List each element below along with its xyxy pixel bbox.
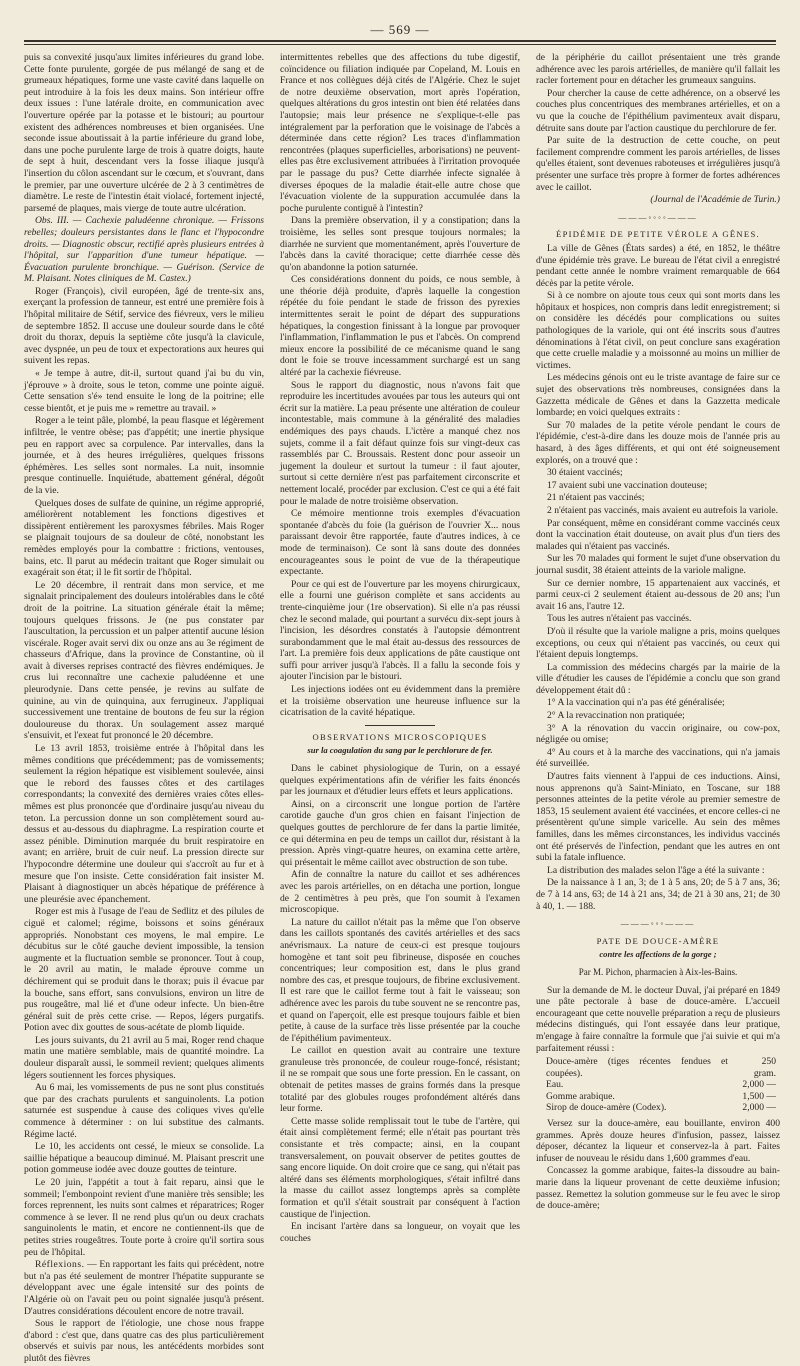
ornament-divider: ———◦◦◦——— <box>620 919 696 929</box>
paragraph: Cette masse solide remplissait tout le tube de l'artère, qui était ainsi complètement fermé; elle n'était pas pourtant très consistante et très compacte; ainsi, en la coupant transversalement, on pouvait observer de petites gouttes de sang encore liquide. On doit croire que ce sang, qui n'était pas altéré dans ses éléments morphologiques, s'était infiltré dans la masse du caillot assez longtemps après sa complète formation et qu'il s'était soustrait par conséquent à l'action caustique de l'injection. <box>280 1115 520 1220</box>
paragraph: Sur 70 malades de la petite vérole pendant le cours de l'épidémie, c'est-à-dire dans les douze mois de l'année pris au hasard, à des âges différents, et qui ont été soigneusement explorés, on a trouvé que : <box>536 419 780 466</box>
paragraph: Le 13 avril 1853, troisième entrée à l'hôpital dans les mêmes conditions que précédemment; pas de vomissements; seulement la région hépatique est visiblement soulevée, ainsi que le rebord des fausses côtes et des cartilages correspondants; la convexité des dernières vraies côtes elles-mêmes est plus prononcée que d'ordinaire jusqu'au niveau du teton. La percussion donne un son complètement sourd au-dessus et au-dessous du diaphragme. La respiration courte et assez pénible. Diminution marquée du bruit respiratoire en avant; en arrière, bruit de cuir neuf. La pression directe sur l'hypocondre détermine une douleur qui s'accroît au fur et à mesure que l'on insiste. Cette considération fait insister M. Plaisant à diagnostiquer un abcès hépatique de préférence à une pleurésie avec épanchement. <box>24 743 264 905</box>
paragraph: Versez sur la douce-amère, eau bouillante, environ 400 grammes. Après douze heures d'infusion, passez, laissez déposer, décantez la liqueur et conservez-la à part. Faites infuser de nouveau le résidu dans 1,600 grammes d'eau. <box>536 1118 780 1164</box>
paragraph: Dans la première observation, il y a constipation; dans la troisième, les selles sont presque toujours normales; la diarrhée ne survient que momentanément, après l'ouverture de l'abcès dans la cavité thoracique; cette diarrhée cesse dès qu'on abandonne la potion saturnée. <box>280 215 520 273</box>
paragraph: Sous le rapport du diagnostic, nous n'avons fait que reproduire les incertitudes avouées par tous les auteurs qui ont écrit sur la matière. La peau présente une altération de couleur incontestable, mais commune à la généralité des maladies endémiques des pays chauds. L'ictère a manqué chez nos sujets, comme il a fait défaut quinze fois sur vingt-deux cas rassemblés par C. Broussais. Restent donc pour asseoir un jugement la douleur et surtout la tumeur : il faut ajouter, surtout si cette dernière n'est pas parfaitement circonscrite et nettement localé, procéder par exclusion. C'est ce qui a été fait pour le malade de notre troisième observation. <box>280 379 520 507</box>
section-subtitle: sur la coagulation du sang par le perchlorure de fer. <box>307 745 493 756</box>
paragraph: La nature du caillot n'était pas la même que l'on observe dans les caillots spontanés des cavités artérielles et des sacs anévrismaux. La nature de ceux-ci est presque toujours homogène et tant soit peu fibrineuse, disposée en couches concentriques; leur composition est, dans le plus grand nombre des cas, et presque toujours, de fibrine exclusivement. Il est rare que le caillot ferme tout à fait le vaisseau; son adhérence avec les parois du tube souvent ne se rencontre pas, et quand on l'aperçoit, elle est presque toujours faible et bien petite, à cause de la surface très lisse présentée par la couche de l'épithélium pavimenteux. <box>280 916 520 1044</box>
header-rule <box>24 40 776 45</box>
column-3 <box>536 52 780 1366</box>
recipe-quantity: 250 gram. <box>753 1056 776 1079</box>
recipe-row <box>536 1079 780 1091</box>
paragraph: Pour chercher la cause de cette adhérence, on a observé les couches plus concentriques des membranes artérielles, et on a vu que la couche de l'épithélium pavimenteux avait disparu, détruite sans doute par l'action caustique du perchlorure de fer. <box>536 87 780 134</box>
recipe-row <box>536 1056 780 1079</box>
paragraph: Dans le cabinet physiologique de Turin, on a essayé quelques expérimentations afin de vérifier les faits énoncés par les journaux et d'étudier leurs effets et leurs applications. <box>280 763 520 798</box>
column-1 <box>24 52 264 1366</box>
paragraph: Roger est mis à l'usage de l'eau de Sedlitz et des pilules de ciguë et calomel; régime, boissons et soins généraux appropriés. Nonobstant ces moyens, le mal empire. Le décubitus sur le côté gauche devient impossible, la tension augmente et la fluctuation semble se prononcer. Tout à coup, le 20 avril au matin, le malade éprouve comme un déchirement qui se produit dans le thorax; puis il évacue par la bouche, sans effort, sans convulsions, environ un litre de pus rougeâtre, mal lié et d'une odeur infecte. Un bien-être général suit de près cette crise. — Repos, légers purgatifs. Potion avec dix gouttes de sous-acétate de plomb liquide. <box>24 906 264 1034</box>
recipe-quantity: 2,000 — <box>742 1079 776 1091</box>
paragraph: Sur ce dernier nombre, 15 appartenaient aux vaccinés, et parmi ceux-ci 2 seulement étaient au-dessous de 20 ans; l'un avait 16 ans, l'autre 12. <box>536 577 780 612</box>
recipe-ingredient: Douce-amère (tiges récentes fendues et coupées). <box>546 1056 728 1079</box>
paragraph: Le 20 juin, l'appétit a tout à fait reparu, ainsi que le sommeil; l'embonpoint revient d'une manière très sensible; les forces reprennent, les nuits sont calmes et réparatrices; Roger commence à se lever. Il ne rend plus qu'un ou deux crachats sanguinolents le matin, et encore ne contiennent-ils que de petites stries rougeâtres. Toute porte à croire qu'il sortira sous peu de l'hôpital. <box>24 1177 264 1258</box>
paragraph: Le 20 décembre, il rentrait dans mon service, et me signalait principalement des douleurs intolérables dans le côté droit de la poitrine. La situation générale était la même; toujours quelques frissons. Je (ne pus constater par l'auscultation, la percussion et un palper attentif aucune lésion viscérale. Roger avait servi dix ou onze ans au 3e régiment de chasseurs d'Afrique, dans la province de Constantine, où il avait à diverses reprises contracté des fièvres endémiques. Je crus lui reconnaître une cachexie paludéenne et une pleurodynie. Dans cette pensée, je revins au sulfate de quinine, au vin de quinquina, aux ferrugineux. J'appliquai successivement une trentaine de boutons de feu sur la région douloureuse du thorax. Un soulagement assez marqué s'ensuivit, et l'exeat fut prononcé le 20 décembre. <box>24 579 264 742</box>
list-item: 4° Au cours et à la marche des vaccinations, qui n'a jamais été surveillée. <box>536 746 780 770</box>
list-item: 17 avaient subi une vaccination douteuse; <box>547 479 708 491</box>
section-title: ÉPIDÉMIE DE PETITE VÉROLE A GÊNES. <box>556 229 760 240</box>
column-2 <box>280 52 520 1366</box>
page-number: — 569 — <box>370 22 430 37</box>
paragraph: Tous les autres n'étaient pas vaccinés. <box>547 613 692 625</box>
paragraph: Roger (François), civil européen, âgé de trente-six ans, exerçant la profession de tanneur, est entré une première fois à l'hôpital militaire de Sétif, service des fiévreux, vers le milieu de septembre 1852. Il accuse une douleur sourde dans le côté droit du thorax, depuis la septième côte jusqu'à la clavicule, avec dyspnée, un peu de toux et expectorations aux heures qui suivent les repas. <box>24 285 264 367</box>
paragraph: La distribution des malades selon l'âge a été la suivante : <box>547 864 765 876</box>
paragraph: de la périphérie du caillot présentaient une très grande adhérence avec les parois artérielles, de manière qu'il fallait les racler fortement pour en détacher les grumeaux sanguins. <box>536 52 780 87</box>
reflexions-label: Réflexions. <box>35 1259 85 1271</box>
section-subtitle: contre les affections de la gorge ; <box>599 949 717 960</box>
section-title: OBSERVATIONS MICROSCOPIQUES <box>312 731 488 742</box>
paragraph: Au 6 mai, les vomissements de pus ne sont plus constitués que par des crachats purulents et sanguinolents. La potion saturnée est suspendue à cause des coliques vives qu'elle commence à déterminer : on lui substitue des calmants. Régime lacté. <box>24 1082 264 1140</box>
recipe-row <box>536 1091 780 1103</box>
list-item: 21 n'étaient pas vaccinés; <box>547 492 645 504</box>
list-item: 2 n'étaient pas vaccinés, mais avaient eu autrefois la variole. <box>547 504 779 516</box>
paragraph: D'autres faits viennent à l'appui de ces inductions. Ainsi, nous apprenons qu'à Saint-Miniato, en Toscane, sur 188 personnes atteintes de la petite vérole au premier semestre de 1853, 15 seulement avaient été vaccinées, et encore celles-ci ne présentèrent qu'une simple varicelle. Au sein des mêmes familles, dans les mêmes circonstances, les individus vaccinés ont été préservés de l'infection, pendant que les autres en ont subi la fatale influence. <box>536 771 780 864</box>
paragraph: De la naissance à 1 an, 3; de 1 à 5 ans, 20; de 5 à 7 ans, 36; de 7 à 14 ans, 63; de 14 à 21 ans, 34; de 21 à 30 ans, 21; de 30 à 40, 1. — 188. <box>536 877 780 912</box>
paragraph: En incisant l'artère dans sa longueur, on voyait que les couches <box>280 1221 520 1244</box>
paragraph: Sous le rapport de l'étiologie, une chose nous frappe d'abord : c'est que, dans quatre cas des plus particulièrement observés et suivis par nous, les antécédents morbides sont plutôt des fièvres <box>24 1318 264 1364</box>
paragraph: Ces considérations donnent du poids, ce nous semble, à une théorie déjà produite, d'après laquelle la congestion répétée du foie pendant le stade de frisson des pyrexies intermittentes serait le point de départ des suppurations hépatiques, la congestion finissant à la longue par provoquer l'inflammation, l'inflammation le pus et l'abcès. On comprend mieux encore la possibilité de ce mécanisme quand le sang dont le foie se trouve incessamment surchargé est un sang altéré par la cachexie fiévreuse. <box>280 274 520 379</box>
paragraph: Le caillot en question avait au contraire une texture granuleuse très prononcée, de couleur rouge-foncé, résistant; il ne se rompait que sous une forte pression. En le cassant, on obtenait de petites masses de grains formés dans la presque totalité par des globules rouges profondément altérés dans leur forme. <box>280 1045 520 1115</box>
paragraph: Les médecins génois ont eu le triste avantage de faire sur ce sujet des observations très nombreuses, consignées dans la Gazzetta médicale de Gênes et dans la Gazzetta medicale lombarde; en voici quelques extraits : <box>536 372 780 419</box>
ornament-divider: ———◦◦◦◦——— <box>618 212 698 222</box>
paragraph: Si à ce nombre on ajoute tous ceux qui sont morts dans les hôpitaux et hospices, non compris dans ledit enregistrement; si on considère les décédés pour complications ou suites pathologiques de la variole, qui ont été inscrits sous d'autres dénominations à l'état civil, on peut conclure sans exagération que cette cruelle maladie y a moissonné au moins un millier de victimes. <box>536 290 780 371</box>
section-title: PATE DE DOUCE-AMÈRE <box>596 935 720 946</box>
paragraph: Quelques doses de sulfate de quinine, un régime approprié, améliorèrent notablement les fonctions digestives et dissipèrent entièrement les paroxysmes fébriles. Mais Roger se plaignait toujours de sa douleur de côté, nonobstant les remèdes employés pour la combattre : frictions, ventouses, bains, etc. Il parut au médecin traitant que Roger simulait ou exagérait son état; il le fit sortir de l'hôpital. <box>24 497 264 579</box>
paragraph: Par suite de la destruction de cette couche, on peut facilement comprendre comment les parois artérielles, de lisses qu'elles étaient, sont devenues raboteuses et irrégulières jusqu'à présenter une surface très propre à former de fortes adhérences avec le caillot. <box>536 135 780 193</box>
paragraph: Pour ce qui est de l'ouverture par les moyens chirurgicaux, elle a fourni une guérison complète et sans accidents au trente-cinquième jour (1re observation). Si elle n'a pas réussi chez le second malade, qui pourtant a survécu dix-sept jours à l'incision, les désordres constatés à l'autopsie démontrent surabondamment que le mal était au-dessus des ressources de l'art. La première fois deux applications de pâte caustique ont suffi pour arriver jusqu'à l'abcès. Il a fallu la seconde fois y ajouter l'incision par le bistouri. <box>280 578 520 683</box>
recipe-row <box>536 1102 780 1114</box>
paragraph: Par conséquent, même en considérant comme vaccinés ceux dont la vaccination était douteuse, on avait plus d'un tiers des malades qui n'étaient pas vaccinés. <box>536 517 780 552</box>
list-item: 3° A la rénovation du vaccin originaire, ou cow-pox, négligée ou omise; <box>536 722 780 746</box>
recipe-quantity: 2,000 — <box>742 1102 776 1114</box>
text-columns <box>24 52 780 1364</box>
source-citation: (Journal de l'Académie de Turin.) <box>650 194 780 206</box>
recipe-table <box>536 1056 780 1114</box>
paragraph: « Je tempe à autre, dit-il, surtout quand j'ai bu du vin, j'éprouve » à droite, sous le teton, comme une pointe aiguë. Cette sensation s'é» tend ensuite le long de la poitrine; elle cesse bientôt, et je puis me » remettre au travail. » <box>24 368 264 414</box>
paragraph: Ainsi, on a circonscrit une longue portion de l'artère carotide gauche d'un gros chien en faisant l'injection de quelques gouttes de perchlorure de fer dans la partie limitée, ce qui détermina en peu de temps un caillot dur, résistant à la pression. Après vingt-quatre heures, on examina cette artère, qui présentait le même caillot avec obstruction de son tube. <box>280 798 520 868</box>
paragraph: Sur les 70 malades qui forment le sujet d'une observation du journal susdit, 38 étaient atteints de la variole maligne. <box>536 553 780 576</box>
paragraph: La commission des médecins chargés par la mairie de la ville d'étudier les causes de l'épidémie a conclu que son grand développement était dû : <box>536 661 780 696</box>
paragraph: Les jours suivants, du 21 avril au 5 mai, Roger rend chaque matin une matière semblable, mais de quantité moindre. La douleur disparaît aussi, le sommeil revient; quelques aliments légers soutiennent les forces physiques. <box>24 1034 264 1081</box>
section-byline: Par M. Pichon, pharmacien à Aix-les-Bains. <box>578 966 738 977</box>
paragraph: Ce mémoire mentionne trois exemples d'évacuation spontanée d'abcès du foie (la guérison de l'ouvrier X... nous paraissant devoir être rapportée, faute d'autres indices, à ce mode de terminaison). Ce sont là sans doute des données encourageantes sous le point de vue de la thérapeutique expectante. <box>280 508 520 578</box>
section-divider <box>365 725 435 726</box>
list-item: 30 étaient vaccinés; <box>547 467 623 479</box>
reflexions-paragraph <box>24 1259 264 1317</box>
paragraph: Concassez la gomme arabique, faites-la dissoudre au bain-marie dans la liqueur provenant de cette deuxième infusion; passez. Remettez la solution gommeuse sur le feu avec le sirop de douce-amère; <box>536 1165 780 1212</box>
paragraph: D'où il résulte que la variole maligne a pris, moins quelques exceptions, ou ceux qui n'étaient pas vaccinés, ou ceux qui l'étaient depuis longtemps. <box>536 625 780 661</box>
paragraph: Les injections iodées ont eu évidemment dans la première et la troisième observation une heureuse influence sur la cicatrisation de la cavité hépatique. <box>280 684 520 719</box>
recipe-ingredient: Eau. <box>546 1079 564 1091</box>
paragraph: La ville de Gênes (États sardes) a été, en 1852, le théâtre d'une épidémie très grave. Le bureau de l'état civil a enregistré pendant cette année le nombre vraiment remarquable de 664 décès par la petite vérole. <box>536 242 780 289</box>
list-item: 1° A la vaccination qui n'a pas été généralisée; <box>547 697 725 709</box>
list-item: 2° A la revaccination non pratiquée; <box>547 710 685 722</box>
paragraph: Afin de connaître la nature du caillot et ses adhérences avec les parois artérielles, on en détacha une portion, longue de 2 centimètres à peu près, que l'on soumit à l'examen microscopique. <box>280 869 520 916</box>
recipe-quantity: 1,500 — <box>742 1090 776 1102</box>
paragraph-text: — En rapportant les faits qui précèdent, notre but n'a pas été seulement de montrer l'hépatite suppurante se développant avec une égale intensité sur des points de l'Algérie où on l'avait peu ou point signalée jusqu'à présent. D'autres considérations découlent encore de notre travail. <box>24 1259 265 1317</box>
recipe-ingredient: Gomme arabique. <box>546 1090 615 1102</box>
paragraph: Sur la demande de M. le docteur Duval, j'ai préparé en 1849 une pâte pectorale à base de douce-amère. L'accueil encourageant que cette nouvelle préparation a reçu de plusieurs médecins distingués, qui l'ont essayée dans leur pratique, m'engage à faire connaître la formule que j'ai suivie et qui m'a parfaitement réussi : <box>536 984 780 1054</box>
recipe-ingredient: Sirop de douce-amère (Codex). <box>546 1102 667 1114</box>
observation-heading: Obs. III. — Cachexie paludéenne chronique. — Frissons rebelles; douleurs persistantes dans le flanc et l'hypocondre droits. — Diagnostic obscur, rectifié après plusieurs entrées à l'hôpital, sur l'apparition d'une tumeur hépatique. — Évacuation purulente bronchique. — Guérison. (Service de M. Plaisant. Notes cliniques de M. Castex.) <box>24 215 264 285</box>
paragraph: Roger a le teint pâle, plombé, la peau flasque et légèrement infiltrée, le ventre obèse; pas d'appétit; une inertie physique peu en rapport avec sa corpulence. Par intervalles, dans la journée, et à des heures irrégulières, quelques frissons éphémères. Les selles sont normales. La nuit, insomnie presque continuelle. Inquiétude, abattement général, dégoût de la vie. <box>24 415 264 496</box>
paragraph: Le 10, les accidents ont cessé, le mieux se consolide. La saillie hépatique a beaucoup diminué. M. Plaisant prescrit une potion gommeuse iodée avec douze gouttes de teinture. <box>24 1141 264 1176</box>
paragraph: puis sa convexité jusqu'aux limites inférieures du grand lobe. Cette fonte purulente, gorgée de pus mélangé de sang et de grumeaux hépatiques, forme une vaste cavité dans laquelle on peut introduire à la fois les deux mains. Son intérieur offre deux issues : l'une latérale droite, en communication avec l'ouverture opérée par la potasse et le bistouri; au pourtour existent des adhérences nombreuses et bien organisées. Une seconde issue aboutissait à la partie inférieure du grand lobe, dans une poche purulente large de trois à quatre doigts, haute de sept à huit, descendant vers la fosse iliaque jusqu'à l'insertion du côlon ascendant sur le cœcum, et s'ouvrant, dans le premier, par une ouverture ulcérée de 2 à 3 centimètres de diamètre. Le reste de l'intestin était violacé, fortement injecté, parsemé de plaques, mais vierge de toute autre ulcération. <box>24 52 264 214</box>
paragraph: intermittentes rebelles que des affections du tube digestif, coïncidence ou filiation indiquée par Copeland, M. Louis en France et nos collègues déjà cités de l'Algérie. Chez le sujet de notre deuxième observation, mort après l'opération, quelques altérations du gros intestin ont bien été relatées dans l'autopsie; mais leur présence ne s'explique-t-elle pas intégralement par la perforation que le voisinage de l'abcès a déterminée dans cette région? Les traces d'inflammation rencontrées (plaques superficielles, arborisations) ne peuvent-elles pas être exclusivement attribuées à l'irritation provoquée par le passage du pus? Cette diarrhée infecte signalée à diverses époques de la maladie était-elle autre chose que l'évacuation violente de la suppuration accumulée dans la poche purulente contiguë à l'intestin? <box>280 52 520 214</box>
